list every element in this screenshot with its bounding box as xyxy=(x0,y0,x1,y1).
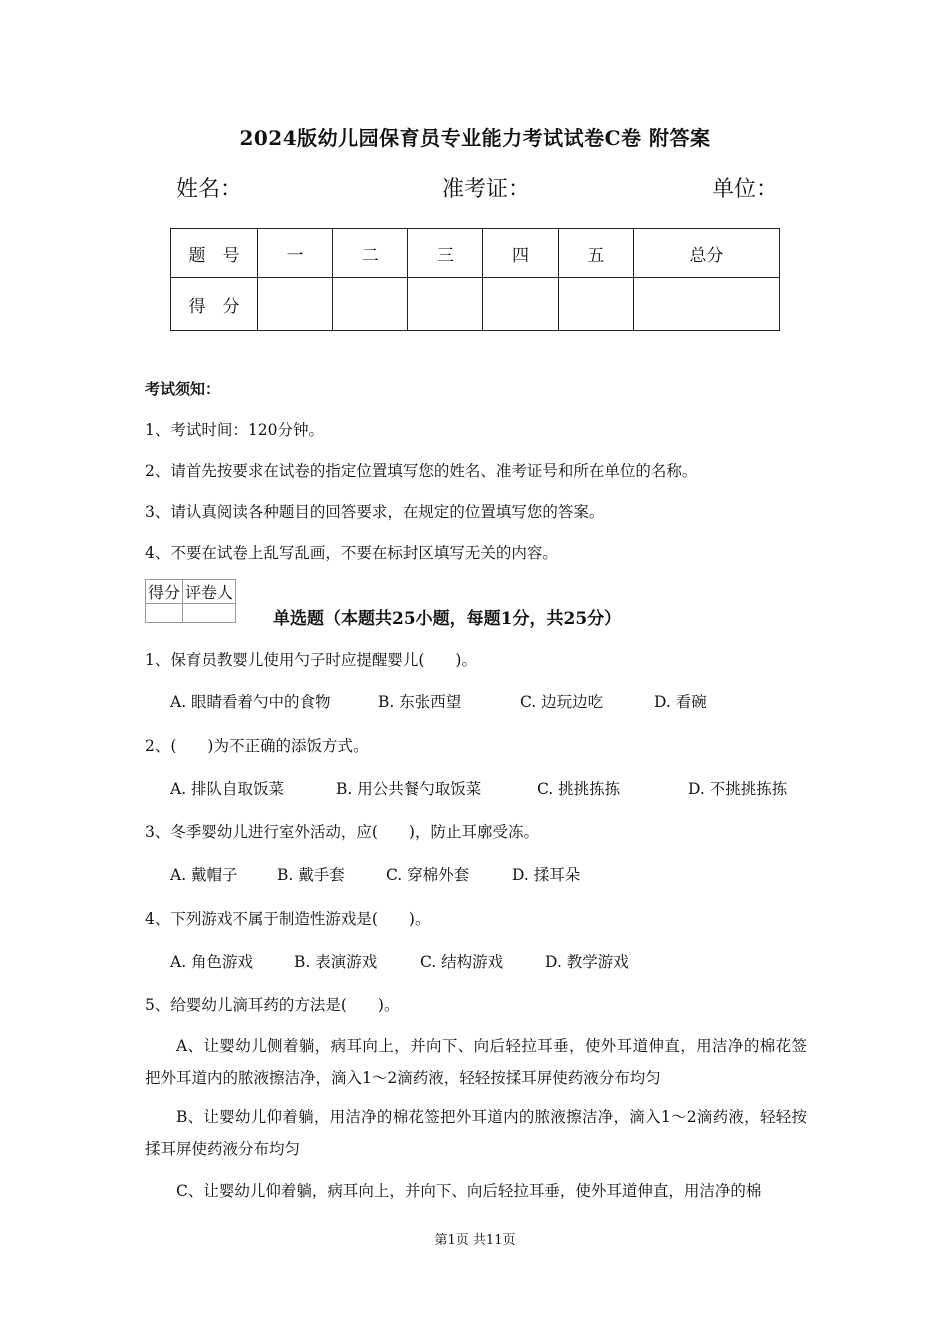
option: C. 挑挑拣拣 xyxy=(537,780,621,798)
score-header-label: 题 号 xyxy=(171,229,258,278)
page-footer: 第1页 共11页 xyxy=(434,1233,516,1248)
notice-item: 4、不要在试卷上乱写乱画，不要在标封区填写无关的内容。 xyxy=(145,544,558,562)
unit-field-label: 单位： xyxy=(712,177,779,202)
option: D. 看碗 xyxy=(654,693,707,711)
option: C. 结构游戏 xyxy=(420,953,504,971)
notice-item: 3、请认真阅读各种题目的回答要求，在规定的位置填写您的答案。 xyxy=(145,503,605,521)
option-paragraph: C、让婴幼儿仰着躺，病耳向上，并向下、向后轻拉耳垂，使外耳道伸直，用洁净的棉 xyxy=(176,1182,762,1200)
grader-name-label: 评卷人 xyxy=(183,580,236,604)
score-table xyxy=(170,228,780,331)
option: D. 不挑挑拣拣 xyxy=(688,780,788,798)
question-stem: 4、下列游戏不属于制造性游戏是( )。 xyxy=(145,910,431,928)
question-stem: 3、冬季婴幼儿进行室外活动，应( )，防止耳廓受冻。 xyxy=(145,823,539,841)
option: C. 边玩边吃 xyxy=(520,693,604,711)
score-cell xyxy=(483,278,558,331)
score-cell xyxy=(633,278,779,331)
section-title: 单选题（本题共25小题，每题1分，共25分） xyxy=(273,609,622,629)
option: A. 戴帽子 xyxy=(170,866,238,884)
question-stem: 1、保育员教婴儿使用勺子时应提醒婴儿( )。 xyxy=(145,651,477,669)
option: B. 戴手套 xyxy=(277,866,345,884)
notice-item: 1、考试时间：120分钟。 xyxy=(145,421,324,439)
grader-score-label: 得分 xyxy=(146,580,183,604)
question-options xyxy=(170,863,580,885)
score-header-2: 二 xyxy=(333,229,408,278)
score-row-label: 得 分 xyxy=(171,278,258,331)
score-header-4: 四 xyxy=(483,229,558,278)
score-cell xyxy=(333,278,408,331)
score-header-1: 一 xyxy=(258,229,333,278)
option: D. 揉耳朵 xyxy=(512,866,581,884)
grader-cell xyxy=(146,604,183,623)
score-cell xyxy=(408,278,483,331)
score-cell xyxy=(558,278,633,331)
question-options xyxy=(170,690,707,712)
question-stem: 2、( )为不正确的添饭方式。 xyxy=(145,737,369,755)
option: B. 表演游戏 xyxy=(294,953,378,971)
grader-cell xyxy=(183,604,236,623)
name-field-label: 姓名： xyxy=(176,177,243,202)
score-cell xyxy=(258,278,333,331)
option: B. 用公共餐勺取饭菜 xyxy=(336,780,482,798)
option: D. 教学游戏 xyxy=(545,953,629,971)
option-paragraph: A、让婴幼儿侧着躺，病耳向上，并向下、向后轻拉耳垂，使外耳道伸直，用洁净的棉花签把外耳道内的脓液擦洁净，滴入1～2滴药液，轻轻按揉耳屏使药液分布均匀 xyxy=(145,1037,807,1087)
notice-item: 2、请首先按要求在试卷的指定位置填写您的姓名、准考证号和所在单位的名称。 xyxy=(145,462,698,480)
question-options xyxy=(170,950,629,972)
question-options xyxy=(170,777,787,799)
page-title: 2024版幼儿园保育员专业能力考试试卷C卷 附答案 xyxy=(239,126,711,150)
option: A. 眼睛看着勺中的食物 xyxy=(170,693,331,711)
score-header-total: 总分 xyxy=(633,229,779,278)
option: A. 排队自取饭菜 xyxy=(170,780,285,798)
notice-heading: 考试须知： xyxy=(145,380,221,398)
option-paragraph: B、让婴幼儿仰着躺，用洁净的棉花签把外耳道内的脓液擦洁净，滴入1～2滴药液，轻轻按揉耳屏使药液分布均匀 xyxy=(145,1108,807,1158)
option: C. 穿棉外套 xyxy=(386,866,470,884)
option: A. 角色游戏 xyxy=(170,953,254,971)
question-stem: 5、给婴幼儿滴耳药的方法是( )。 xyxy=(145,996,400,1014)
exam-id-field-label: 准考证： xyxy=(442,177,531,202)
score-header-3: 三 xyxy=(408,229,483,278)
grader-box xyxy=(145,579,236,623)
score-header-5: 五 xyxy=(558,229,633,278)
option: B. 东张西望 xyxy=(378,693,462,711)
